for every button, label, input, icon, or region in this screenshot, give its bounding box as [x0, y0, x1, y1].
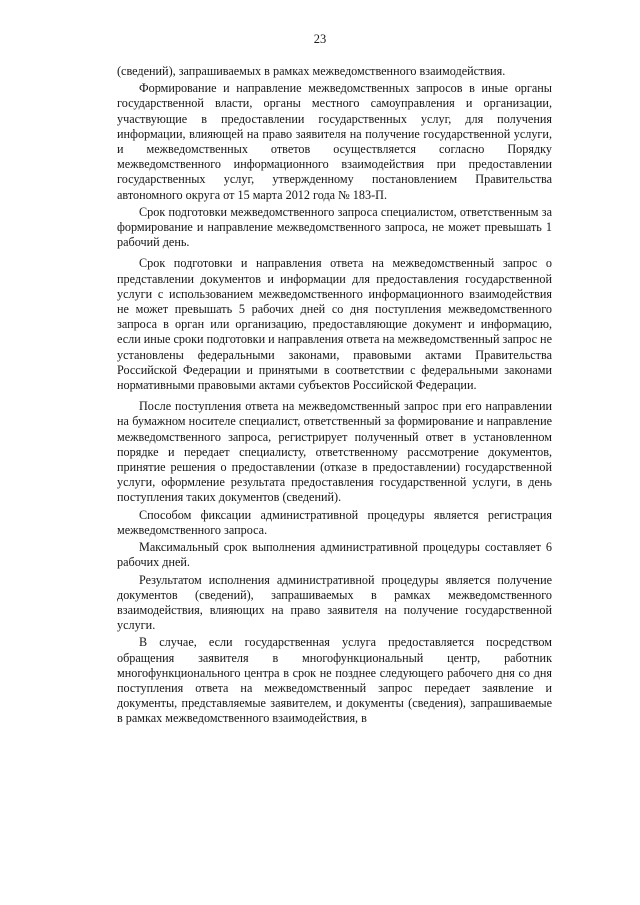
- paragraph: После поступления ответа на межведомственный запрос при его направлении на бумажном носителе специалист, ответственный за формирование и направление межведомственного запроса, регистрирует полученный ответ в установленном порядке и передает специалисту, ответственному рассмотрение документов, принятие решения о предоставлении (отказе в предоставлении) государственной услуги, оформление результата предоставления государственной услуги, в день поступления таких документов (сведений).: [117, 399, 552, 505]
- paragraph: Срок подготовки межведомственного запроса специалистом, ответственным за формирование и направление межведомственного запроса, не может превышать 1 рабочий день.: [117, 204, 552, 250]
- page-number: 23: [313, 32, 327, 46]
- document-body: [117, 64, 552, 727]
- paragraph: Формирование и направление межведомственных запросов в иные органы государственной власти, органы местного самоуправления и организации, участвующие в предоставлении государственных услуг, для получения информации, влияющей на право заявителя на получение государственной услуги, и межведомственных ответов осуществляется согласно Порядку межведомственного информационного взаимодействия при предоставлении государственных услуг, утвержденному постановлением Правительства автономного округа от 15 марта 2012 года № 183-П.: [117, 81, 552, 202]
- paragraph: Срок подготовки и направления ответа на межведомственный запрос о представлении документов и информации для предоставления государственной услуги с использованием межведомственного информационного взаимодействия не может превышать 5 рабочих дней со дня поступления межведомственного запроса в орган или организацию, предоставляющие документ и информацию, если иные сроки подготовки и направления ответа на межведомственный запрос не установлены федеральными законами, правовыми актами Правительства Российской Федерации и принятыми в соответствии с федеральными законами нормативными правовыми актами субъектов Российской Федерации.: [117, 256, 552, 393]
- paragraph: (сведений), запрашиваемых в рамках межведомственного взаимодействия.: [117, 64, 506, 78]
- paragraph: Результатом исполнения административной процедуры является получение документов (сведений), запрашиваемых в рамках межведомственного взаимодействия, влияющих на право заявителя на получение государственной услуги.: [117, 572, 552, 633]
- paragraph: Способом фиксации административной процедуры является регистрация межведомственного запроса.: [117, 507, 552, 537]
- paragraph: Максимальный срок выполнения административной процедуры составляет 6 рабочих дней.: [117, 540, 552, 570]
- paragraph: В случае, если государственная услуга предоставляется посредством обращения заявителя в многофункциональный центр, работник многофункционального центра в срок не позднее следующего рабочего дня со дня поступления ответа на межведомственный запрос передает заявление и документы, представляемые заявителем, и документы (сведения), запрашиваемые в рамках межведомственного взаимодействия, в: [117, 635, 552, 726]
